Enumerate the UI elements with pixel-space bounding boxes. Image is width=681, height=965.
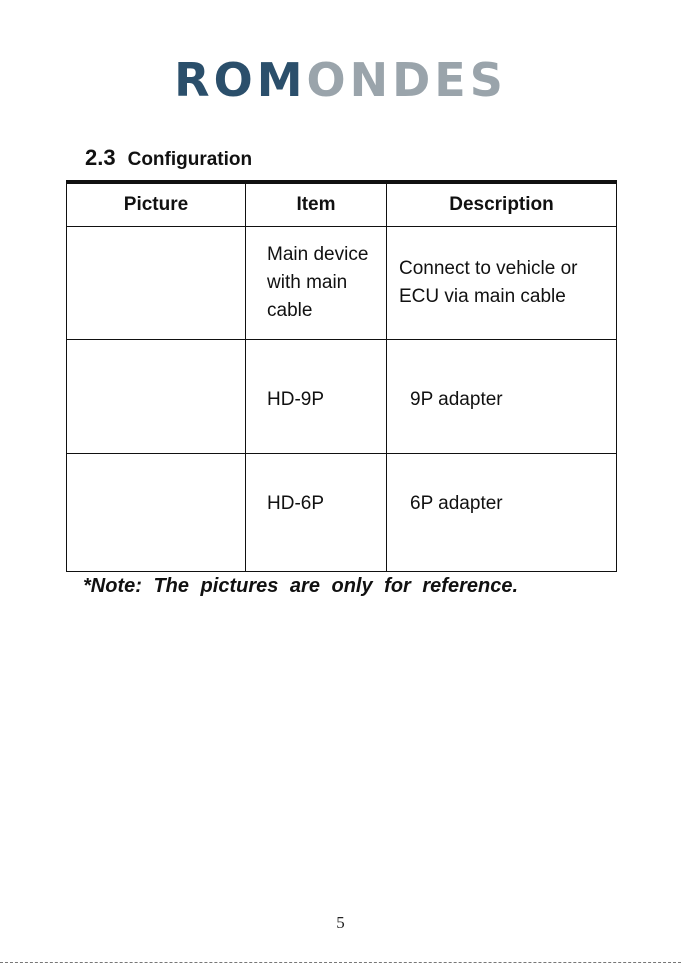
item-cell: HD-6P — [246, 454, 387, 572]
header-picture: Picture — [67, 182, 246, 227]
header-description: Description — [387, 182, 617, 227]
brand-logo-part2: ONDES — [306, 53, 507, 107]
table-row — [67, 340, 617, 454]
picture-cell — [67, 340, 246, 454]
section-title: Configuration — [127, 149, 253, 170]
table-row — [67, 227, 617, 340]
item-cell: Main device with main cable — [246, 227, 387, 340]
picture-cell — [67, 454, 246, 572]
page-number: 5 — [336, 913, 345, 932]
table-row — [67, 454, 617, 572]
header-item: Item — [246, 182, 387, 227]
section-heading — [85, 145, 252, 171]
picture-cell — [67, 227, 246, 340]
description-cell: Connect to vehicle or ECU via main cable — [387, 227, 617, 340]
item-cell: HD-9P — [246, 340, 387, 454]
section-number: 2.3 — [85, 145, 116, 170]
description-cell: 9P adapter — [387, 340, 617, 454]
reference-note: *Note: The pictures are only for reference. — [83, 575, 519, 597]
brand-logo-part1: ROM — [174, 53, 307, 107]
brand-logo — [0, 55, 681, 105]
bottom-divider — [0, 962, 681, 963]
configuration-table — [66, 180, 617, 572]
description-cell: 6P adapter — [387, 454, 617, 572]
table-header-row — [67, 182, 617, 227]
